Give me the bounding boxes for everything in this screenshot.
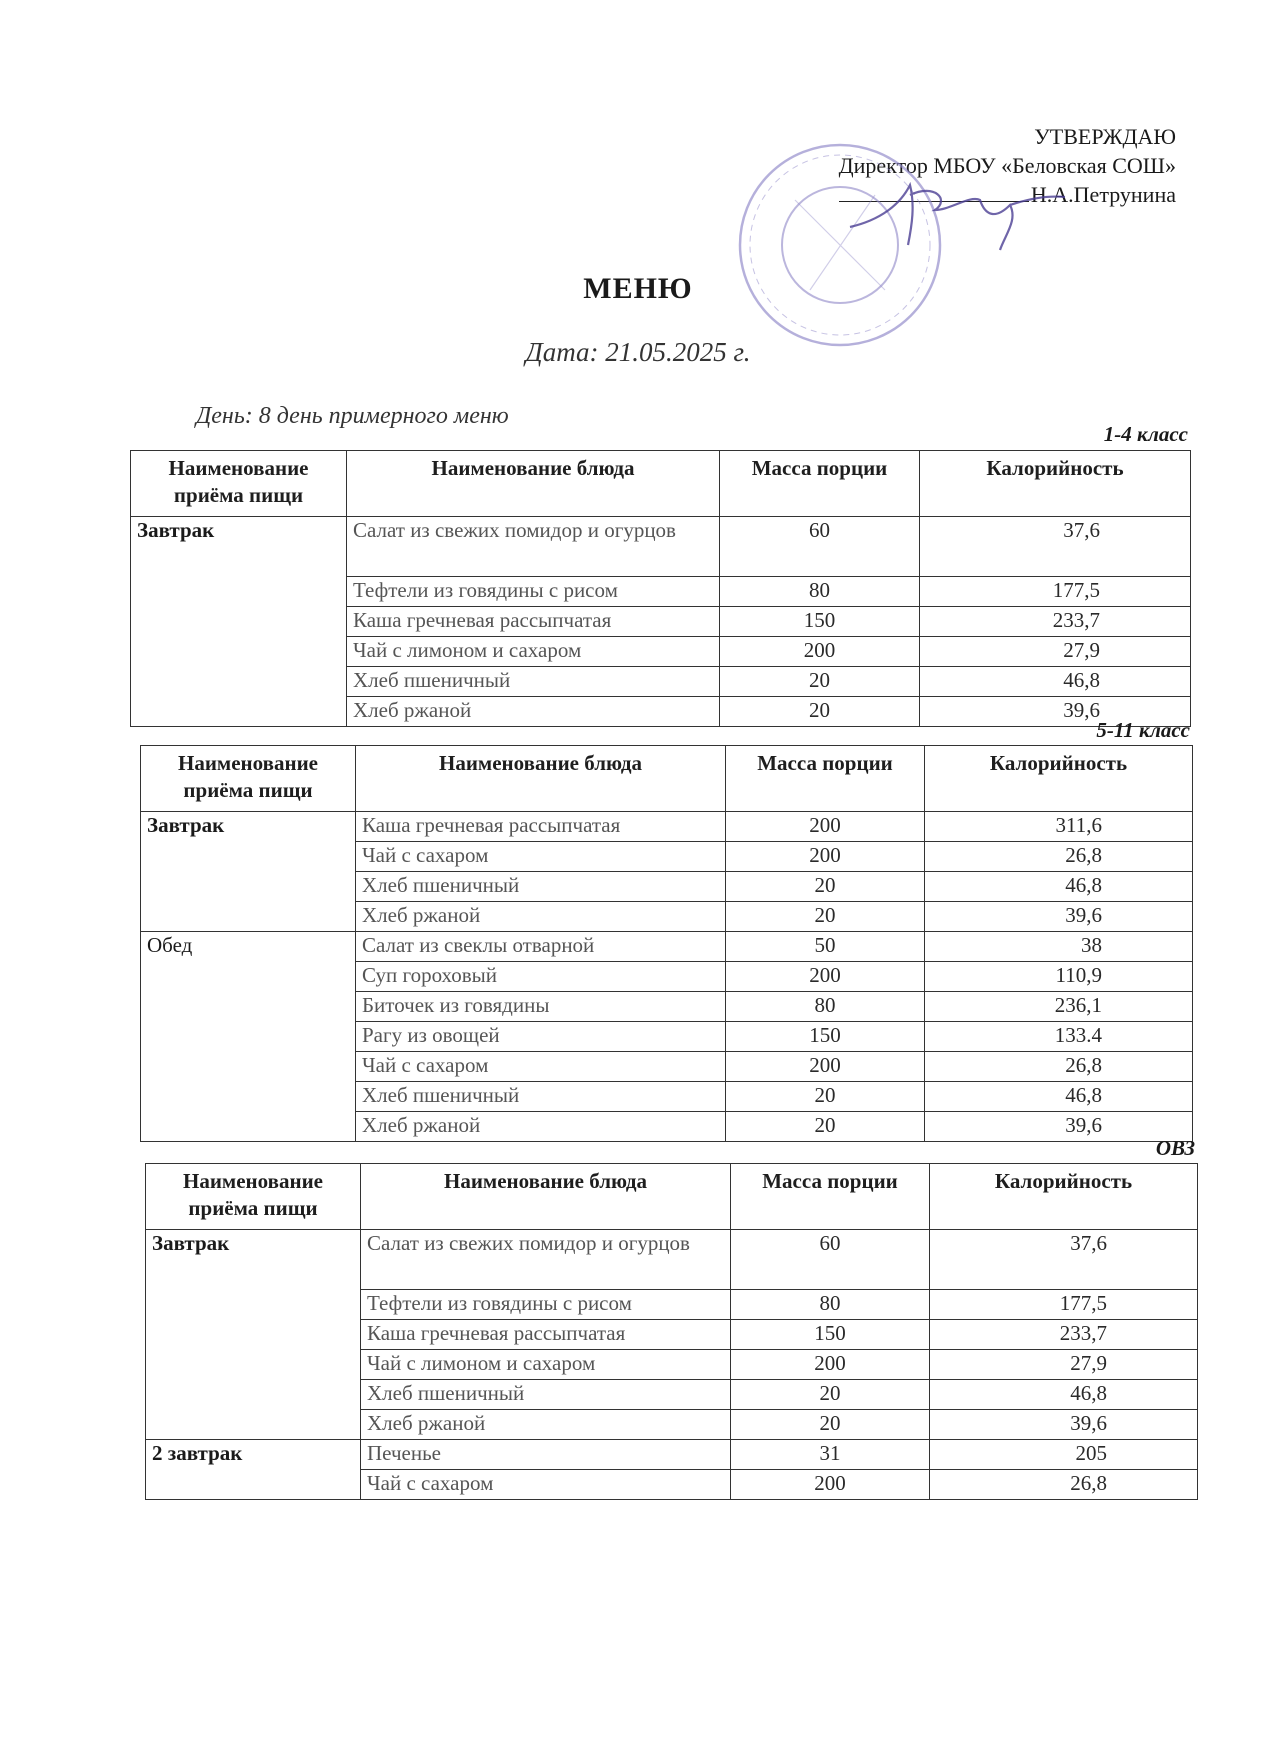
header-kcal: Калорийность <box>920 451 1191 517</box>
header-mass: Масса порции <box>726 746 925 812</box>
calories: 46,8 <box>925 1082 1193 1112</box>
page-title: МЕНЮ <box>583 272 693 305</box>
menu-table-ovz <box>145 1163 1198 1500</box>
calories: 311,6 <box>925 812 1193 842</box>
meal-name: 2 завтрак <box>146 1440 361 1500</box>
calories: 177,5 <box>920 577 1191 607</box>
dish-name: Хлеб ржаной <box>347 697 720 727</box>
dish-name: Чай с сахаром <box>356 1052 726 1082</box>
calories: 236,1 <box>925 992 1193 1022</box>
table-row <box>141 812 1193 842</box>
dish-name: Салат из свеклы отварной <box>356 932 726 962</box>
table-caption: ОВЗ <box>1155 1136 1195 1160</box>
dish-name: Салат из свежих помидор и огурцов <box>347 517 720 577</box>
calories: 205 <box>930 1440 1198 1470</box>
calories: 233,7 <box>930 1320 1198 1350</box>
portion-mass: 20 <box>731 1380 930 1410</box>
calories: 38 <box>925 932 1193 962</box>
portion-mass: 200 <box>726 962 925 992</box>
dish-name: Хлеб ржаной <box>356 902 726 932</box>
dish-name: Каша гречневая рассыпчатая <box>361 1320 731 1350</box>
dish-name: Тефтели из говядины с рисом <box>347 577 720 607</box>
dish-name: Печенье <box>361 1440 731 1470</box>
calories: 133.4 <box>925 1022 1193 1052</box>
table-header-row <box>131 451 1191 517</box>
table-header-row <box>146 1164 1198 1230</box>
calories: 26,8 <box>930 1470 1198 1500</box>
header-meal: Наименование приёма пищи <box>141 746 356 812</box>
header-dish: Наименование блюда <box>347 451 720 517</box>
approval-line1: УТВЕРЖДАЮ <box>1034 124 1176 149</box>
dish-name: Хлеб пшеничный <box>356 1082 726 1112</box>
portion-mass: 60 <box>720 517 920 577</box>
approval-line2: Директор МБОУ «Беловская СОШ» <box>838 153 1176 178</box>
portion-mass: 60 <box>731 1230 930 1290</box>
calories: 39,6 <box>930 1410 1198 1440</box>
portion-mass: 200 <box>726 842 925 872</box>
portion-mass: 200 <box>731 1470 930 1500</box>
portion-mass: 150 <box>726 1022 925 1052</box>
portion-mass: 20 <box>726 1082 925 1112</box>
header-mass: Масса порции <box>731 1164 930 1230</box>
meal-name: Обед <box>141 932 356 1142</box>
dish-name: Каша гречневая рассыпчатая <box>356 812 726 842</box>
portion-mass: 20 <box>726 872 925 902</box>
header-dish: Наименование блюда <box>356 746 726 812</box>
calories: 37,6 <box>920 517 1191 577</box>
portion-mass: 80 <box>726 992 925 1022</box>
portion-mass: 20 <box>731 1410 930 1440</box>
meal-name: Завтрак <box>141 812 356 932</box>
header-dish: Наименование блюда <box>361 1164 731 1230</box>
table-caption: 5-11 класс <box>1096 718 1190 742</box>
header-kcal: Калорийность <box>925 746 1193 812</box>
meal-name: Завтрак <box>146 1230 361 1440</box>
calories: 39,6 <box>920 697 1191 727</box>
dish-name: Хлеб ржаной <box>361 1410 731 1440</box>
portion-mass: 20 <box>720 667 920 697</box>
menu-day: День: 8 день примерного меню <box>196 403 509 429</box>
calories: 177,5 <box>930 1290 1198 1320</box>
dish-name: Чай с лимоном и сахаром <box>361 1350 731 1380</box>
table-row <box>146 1230 1198 1290</box>
dish-name: Хлеб ржаной <box>356 1112 726 1142</box>
signature-icon <box>840 165 1080 255</box>
calories: 39,6 <box>925 1112 1193 1142</box>
portion-mass: 80 <box>720 577 920 607</box>
calories: 46,8 <box>920 667 1191 697</box>
portion-mass: 150 <box>731 1320 930 1350</box>
calories: 233,7 <box>920 607 1191 637</box>
dish-name: Хлеб пшеничный <box>361 1380 731 1410</box>
menu-table-5-11 <box>140 745 1193 1142</box>
dish-name: Хлеб пшеничный <box>356 872 726 902</box>
menu-table-1-4 <box>130 450 1191 727</box>
calories: 27,9 <box>920 637 1191 667</box>
meal-name: Завтрак <box>131 517 347 727</box>
calories: 110,9 <box>925 962 1193 992</box>
portion-mass: 31 <box>731 1440 930 1470</box>
dish-name: Тефтели из говядины с рисом <box>361 1290 731 1320</box>
table-header-row <box>141 746 1193 812</box>
portion-mass: 150 <box>720 607 920 637</box>
header-kcal: Калорийность <box>930 1164 1198 1230</box>
dish-name: Салат из свежих помидор и огурцов <box>361 1230 731 1290</box>
dish-name: Биточек из говядины <box>356 992 726 1022</box>
portion-mass: 20 <box>726 902 925 932</box>
header-meal: Наименование приёма пищи <box>146 1164 361 1230</box>
table-caption: 1-4 класс <box>1103 422 1188 446</box>
table-row <box>146 1440 1198 1470</box>
calories: 26,8 <box>925 1052 1193 1082</box>
calories: 27,9 <box>930 1350 1198 1380</box>
calories: 37,6 <box>930 1230 1198 1290</box>
dish-name: Чай с лимоном и сахаром <box>347 637 720 667</box>
header-meal: Наименование приёма пищи <box>131 451 347 517</box>
portion-mass: 200 <box>720 637 920 667</box>
dish-name: Хлеб пшеничный <box>347 667 720 697</box>
portion-mass: 20 <box>726 1112 925 1142</box>
calories: 39,6 <box>925 902 1193 932</box>
portion-mass: 200 <box>726 1052 925 1082</box>
portion-mass: 80 <box>731 1290 930 1320</box>
header-mass: Масса порции <box>720 451 920 517</box>
dish-name: Рагу из овощей <box>356 1022 726 1052</box>
calories: 26,8 <box>925 842 1193 872</box>
dish-name: Каша гречневая рассыпчатая <box>347 607 720 637</box>
calories: 46,8 <box>930 1380 1198 1410</box>
portion-mass: 200 <box>726 812 925 842</box>
table-row <box>131 517 1191 577</box>
approval-name: Н.А.Петрунина <box>1030 182 1176 207</box>
portion-mass: 50 <box>726 932 925 962</box>
table-row <box>141 932 1193 962</box>
menu-date: Дата: 21.05.2025 г. <box>525 337 751 367</box>
dish-name: Суп гороховый <box>356 962 726 992</box>
portion-mass: 20 <box>720 697 920 727</box>
dish-name: Чай с сахаром <box>361 1470 731 1500</box>
calories: 46,8 <box>925 872 1193 902</box>
dish-name: Чай с сахаром <box>356 842 726 872</box>
portion-mass: 200 <box>731 1350 930 1380</box>
